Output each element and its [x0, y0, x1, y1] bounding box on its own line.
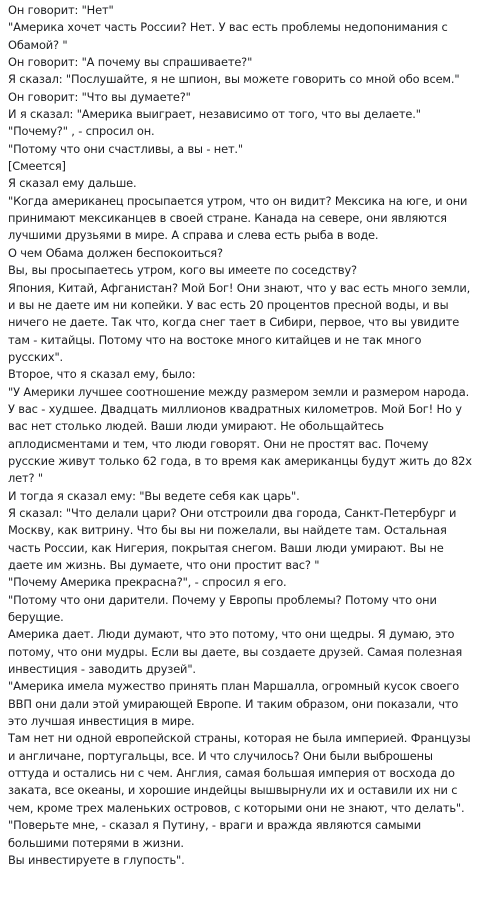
text-line: И я сказал: "Америка выиграет, независимо от того, что вы делаете.": [8, 107, 421, 122]
text-line: Он говорит: "А почему вы спрашиваете?": [8, 55, 253, 70]
text-line: И тогда я сказал ему: "Вы ведете себя как царь".: [8, 488, 300, 503]
text-line: "Почему Америка прекрасна?", - спросил я его.: [8, 575, 287, 590]
text-line: Я сказал: "Что делали цари? Они отстроили два города, Санкт-Петербург и Москву, как витрину. Что бы вы ни пожелали, вы найдете там. Остальная часть России, как Нигерия, покрытая снегом. Ваши люди умирают. Вы не даете им жизнь. Вы думаете, что они простит вас? ": [8, 505, 457, 572]
text-line: Япония, Китай, Афганистан? Мой Бог! Они знают, что у вас есть много земли, и вы не даете им ни копейки. У вас есть 20 процентов пресной воды, и вы ничего не даете. Так что, когда снег тает в Сибири, первое, что вы увидите там - китайцы. Потому что на востоке много китайцев и не так много русских".: [8, 280, 471, 364]
text-line: "У Америки лучшее соотношение между размером земли и размером народа. У вас - худшее. Двадцать миллионов квадратных километров. Мой Бог! Но у вас нет столько людей. Ваши люди умирают. Не обольщайтесь аплодисментами и тем, что люди говорят. Они не простят вас. Почему русские живут только 62 года, в то время как американцы будут жить до 82х лет? ": [8, 384, 472, 486]
text-line: Я сказал: "Послушайте, я не шпион, вы можете говорить со мной обо всем.": [8, 72, 460, 87]
text-line: Он говорит: "Нет": [8, 3, 114, 17]
text-line: Вы, вы просыпаетесь утром, кого вы имеете по соседству?: [8, 263, 357, 278]
text-line: "Когда американец просыпается утром, что он видит? Мексика на юге, и они принимают мексиканцев в своей стране. Канада на севере, они являются лучшими друзьями в мире. А справа и слева есть рыба в воде.: [8, 193, 468, 243]
text-line: "Поверьте мне, - сказал я Путину, - враги и вражда являются самыми большими потерями в жизни.: [8, 818, 421, 850]
text-line: Второе, что я сказал ему, было:: [8, 367, 196, 382]
text-line: Вы инвестируете в глупость".: [8, 852, 185, 867]
text-line: "Почему?" , - спросил он.: [8, 124, 155, 139]
text-line: Он говорит: "Что вы думаете?": [8, 89, 191, 104]
text-line: О чем Обама должен беспокоиться?: [8, 245, 223, 260]
text-line: "Потому что они дарители. Почему у Европы проблемы? Потому что они берущие.: [8, 592, 437, 625]
text-line: Америка дает. Люди думают, что это потому, что они щедры. Я думаю, это потому, что они мудры. Если вы даете, вы создаете друзей. Самая полезная инвестиция - заводить друзей".: [8, 627, 463, 677]
text-line: "Америка хочет часть России? Нет. У вас есть проблемы недопонимания с Обамой? ": [8, 20, 448, 52]
text-line: Там нет ни одной европейской страны, которая не была империей. Французы и англичане, португальцы, все. И что случилось? Они были выброшены оттуда и остались ни с чем. Англия, самая большая империя от восхода до заката, все океаны, и хорошие индейцы вышвырнули их и оставили их ни с чем, кроме трех маленьких островов, с которыми они не знают, что делать".: [8, 731, 471, 815]
text-line: Я сказал ему дальше.: [8, 176, 137, 191]
text-line: "Потому что они счастливы, а вы - нет.": [8, 141, 243, 156]
text-line: "Америка имела мужество принять план Маршалла, огромный кусок своего ВВП они дали этой умирающей Европе. И таким образом, они показали, что это лучшая инвестиция в мире.: [8, 679, 460, 729]
text-line: [Смеется]: [8, 159, 66, 174]
